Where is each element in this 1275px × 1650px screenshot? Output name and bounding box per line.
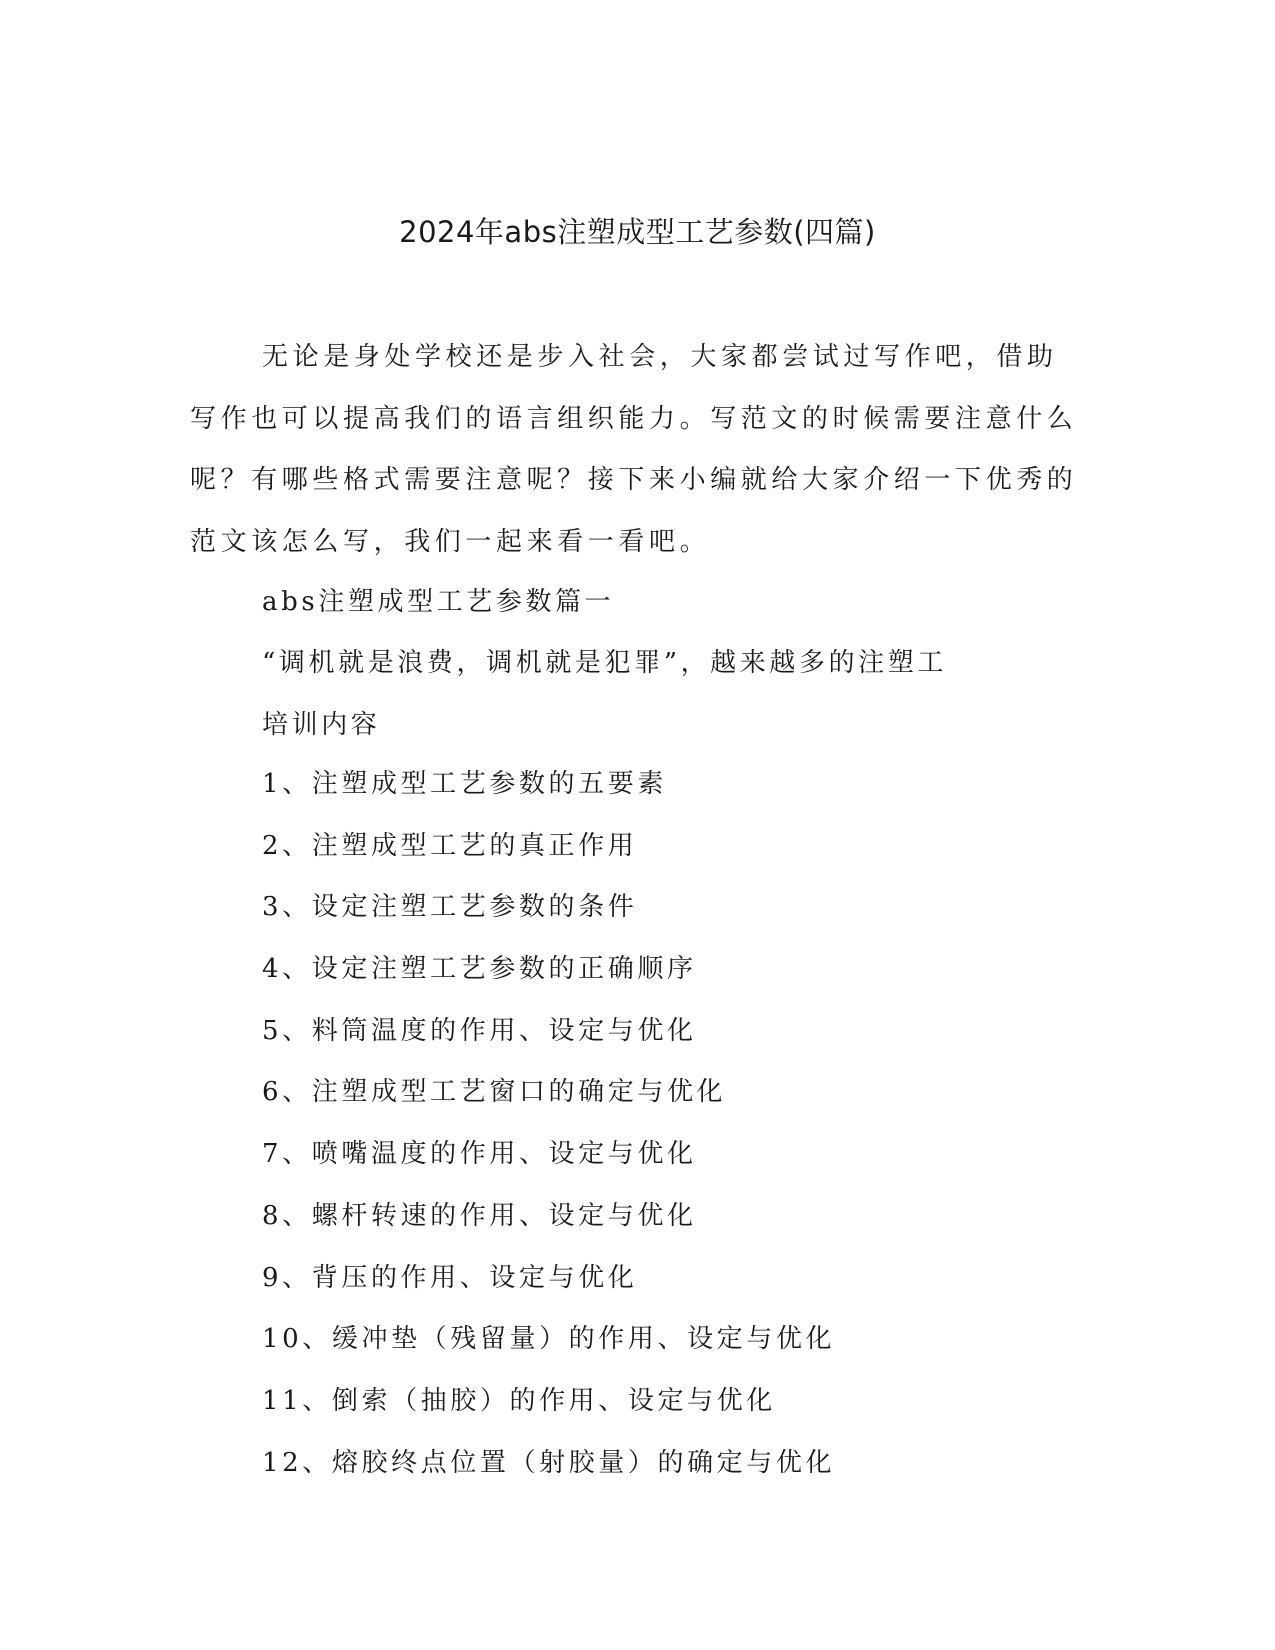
list-item: 10、缓冲垫（残留量）的作用、设定与优化 (262, 1324, 836, 1355)
section-heading: abs注塑成型工艺参数篇一 (262, 587, 615, 617)
list-item: 5、料筒温度的作用、设定与优化 (262, 1015, 697, 1046)
list-item: 12、熔胶终点位置（射胶量）的确定与优化 (262, 1447, 836, 1478)
list-item: 2、注塑成型工艺的真正作用 (262, 830, 638, 861)
list-item: 6、注塑成型工艺窗口的确定与优化 (262, 1077, 727, 1108)
quote-line: “调机就是浪费，调机就是犯罪”，越来越多的注塑工 (262, 648, 947, 678)
list-item: 8、螺杆转速的作用、设定与优化 (262, 1200, 697, 1231)
intro-paragraph: 无论是身处学校还是步入社会，大家都尝试过写作吧，借助写作也可以提高我们的语言组织能力。写范文的时候需要注意什么呢？有哪些格式需要注意呢？接下来小编就给大家介绍一下优秀的范文该怎么写，我们一起来看一看吧。 (190, 342, 1078, 557)
list-item: 7、喷嘴温度的作用、设定与优化 (262, 1139, 697, 1170)
list-item: 3、设定注塑工艺参数的条件 (262, 892, 638, 923)
document-title: 2024年abs注塑成型工艺参数(四篇) (399, 215, 876, 249)
list-item: 4、设定注塑工艺参数的正确顺序 (262, 954, 697, 985)
list-item: 1、注塑成型工艺参数的五要素 (262, 769, 667, 799)
list-item: 11、倒索（抽胶）的作用、设定与优化 (262, 1385, 776, 1416)
list-item: 9、背压的作用、设定与优化 (262, 1262, 638, 1293)
training-heading: 培训内容 (262, 710, 381, 740)
training-list (262, 766, 835, 1506)
